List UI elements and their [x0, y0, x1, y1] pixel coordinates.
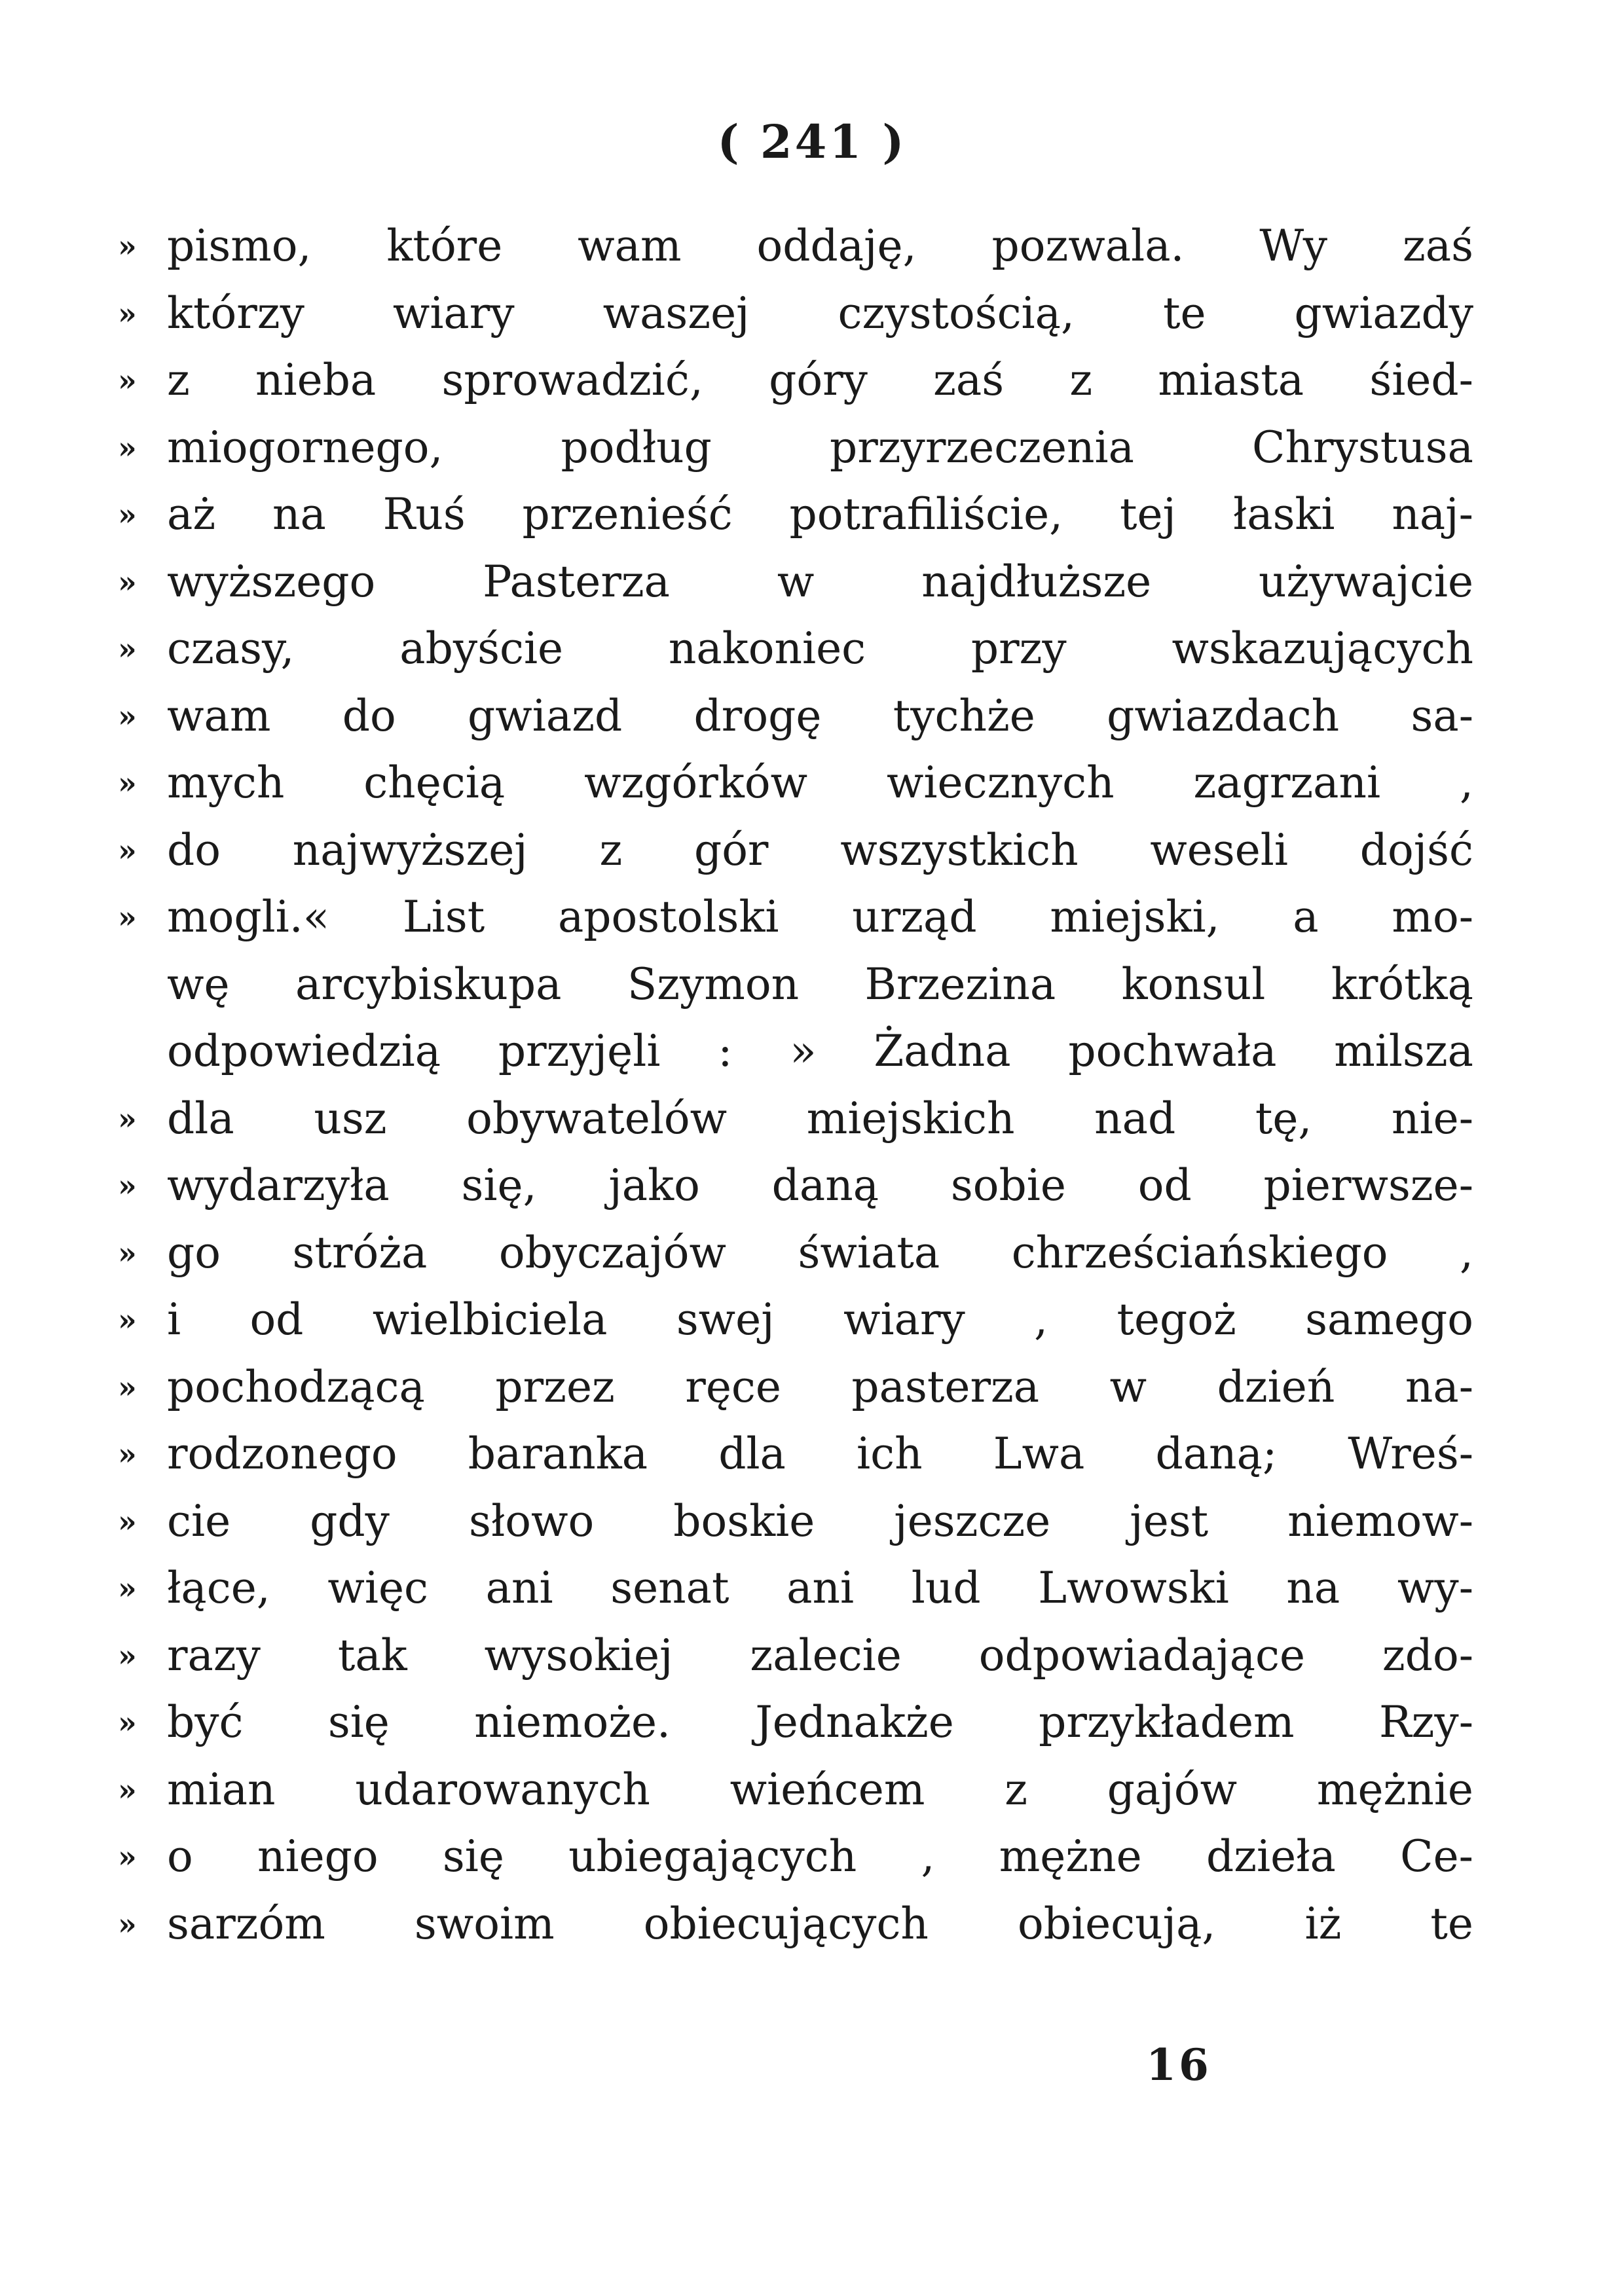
quote-mark: »: [118, 1705, 137, 1740]
quote-mark: »: [118, 1637, 137, 1673]
quote-mark: »: [118, 564, 137, 600]
line-text: miogornego, podług przyrzeczenia Chrystusa: [167, 422, 1473, 473]
line-text: pismo, które wam oddaję, pozwala. Wy zaś: [167, 221, 1473, 271]
quote-mark: »: [118, 363, 137, 398]
body-text: [111, 213, 1473, 1958]
text-line: [111, 347, 1473, 414]
line-text: mian udarowanych wieńcem z gajów mężnie: [167, 1764, 1473, 1815]
line-text: mych chęcią wzgórków wiecznych zagrzani ,: [167, 757, 1473, 808]
line-text: sarzóm swoim obiecujących obiecują, iż te: [167, 1898, 1473, 1949]
line-text: wyższego Pasterza w najdłuższe używajcie: [167, 556, 1473, 607]
signature-mark: 16: [1146, 2039, 1211, 2090]
quote-mark: »: [118, 832, 137, 868]
text-line: [111, 1018, 1473, 1085]
quote-mark: »: [118, 1503, 137, 1539]
quote-mark: »: [118, 1906, 137, 1942]
quote-mark: »: [118, 698, 137, 734]
quote-mark: »: [118, 1369, 137, 1405]
line-text: być się niemoże. Jednakże przykładem Rzy-: [167, 1697, 1473, 1747]
line-text: go stróża obyczajów świata chrześciańskiego ,: [167, 1227, 1473, 1278]
text-line: [111, 1823, 1473, 1891]
text-line: [111, 1354, 1473, 1421]
text-line: [111, 1891, 1473, 1958]
text-line: [111, 1622, 1473, 1690]
line-text: łące, więc ani senat ani lud Lwowski na wy-: [167, 1563, 1473, 1613]
text-line: [111, 1220, 1473, 1287]
text-line: [111, 1555, 1473, 1622]
quote-mark: »: [118, 429, 137, 465]
line-text: aż na Ruś przenieść potrafiliście, tej łaski naj-: [167, 489, 1473, 539]
text-line: [111, 1488, 1473, 1556]
text-line: [111, 1286, 1473, 1354]
line-text: dla usz obywatelów miejskich nad tę, nie-: [167, 1093, 1473, 1144]
line-text: wę arcybiskupa Szymon Brzezina konsul krótką: [167, 958, 1473, 1010]
line-text: rodzonego baranka dla ich Lwa daną; Wreś-: [167, 1429, 1473, 1479]
quote-mark: »: [118, 228, 137, 264]
line-text: z nieba sprowadzić, góry zaś z miasta śied-: [167, 355, 1473, 405]
text-line: [111, 683, 1473, 750]
text-line: [111, 1085, 1473, 1153]
line-text: o niego się ubiegających , mężne dzieła Ce-: [167, 1831, 1473, 1882]
quote-mark: »: [118, 1101, 137, 1137]
line-text: i od wielbiciela swej wiary , tegoż samego: [167, 1294, 1473, 1345]
text-line: [111, 884, 1473, 951]
text-line: [111, 1757, 1473, 1824]
quote-mark: »: [118, 497, 137, 532]
text-line: [111, 750, 1473, 817]
quote-mark: »: [118, 1571, 137, 1606]
quote-mark: »: [118, 295, 137, 331]
line-text: odpowiedzią przyjęli : » Żadna pochwała milsza: [167, 1026, 1473, 1076]
quote-mark: »: [118, 765, 137, 801]
text-line: [111, 481, 1473, 549]
quote-mark: »: [118, 1168, 137, 1203]
line-text: razy tak wysokiej zalecie odpowiadające zdo-: [167, 1630, 1473, 1681]
text-line: [111, 1421, 1473, 1488]
text-line: [111, 615, 1473, 683]
text-line: [111, 951, 1473, 1019]
quote-mark: »: [118, 900, 137, 935]
page-number: ( 241 ): [717, 115, 907, 169]
line-text: którzy wiary waszej czystością, te gwiazdy: [167, 287, 1473, 338]
text-line: [111, 1689, 1473, 1757]
line-text: pochodzącą przez ręce pasterza w dzień na-: [167, 1361, 1473, 1412]
line-text: do najwyższej z gór wszystkich weseli dojść: [167, 824, 1473, 875]
quote-mark: »: [118, 1839, 137, 1874]
text-line: [111, 817, 1473, 884]
line-text: wam do gwiazd drogę tychże gwiazdach sa-: [167, 690, 1473, 741]
line-text: czasy, abyście nakoniec przy wskazujących: [167, 623, 1473, 674]
text-line: [111, 213, 1473, 280]
quote-mark: »: [118, 1302, 137, 1338]
line-text: mogli.« List apostolski urząd miejski, a mo-: [167, 892, 1473, 942]
quote-mark: »: [118, 1235, 137, 1271]
quote-mark: »: [118, 1772, 137, 1808]
line-text: wydarzyła się, jako daną sobie od pierwsze-: [167, 1160, 1473, 1211]
text-line: [111, 280, 1473, 348]
quote-mark: »: [118, 631, 137, 666]
line-text: cie gdy słowo boskie jeszcze jest niemow-: [167, 1495, 1473, 1546]
quote-mark: »: [118, 1436, 137, 1472]
text-line: [111, 414, 1473, 482]
text-line: [111, 1152, 1473, 1220]
text-line: [111, 549, 1473, 616]
